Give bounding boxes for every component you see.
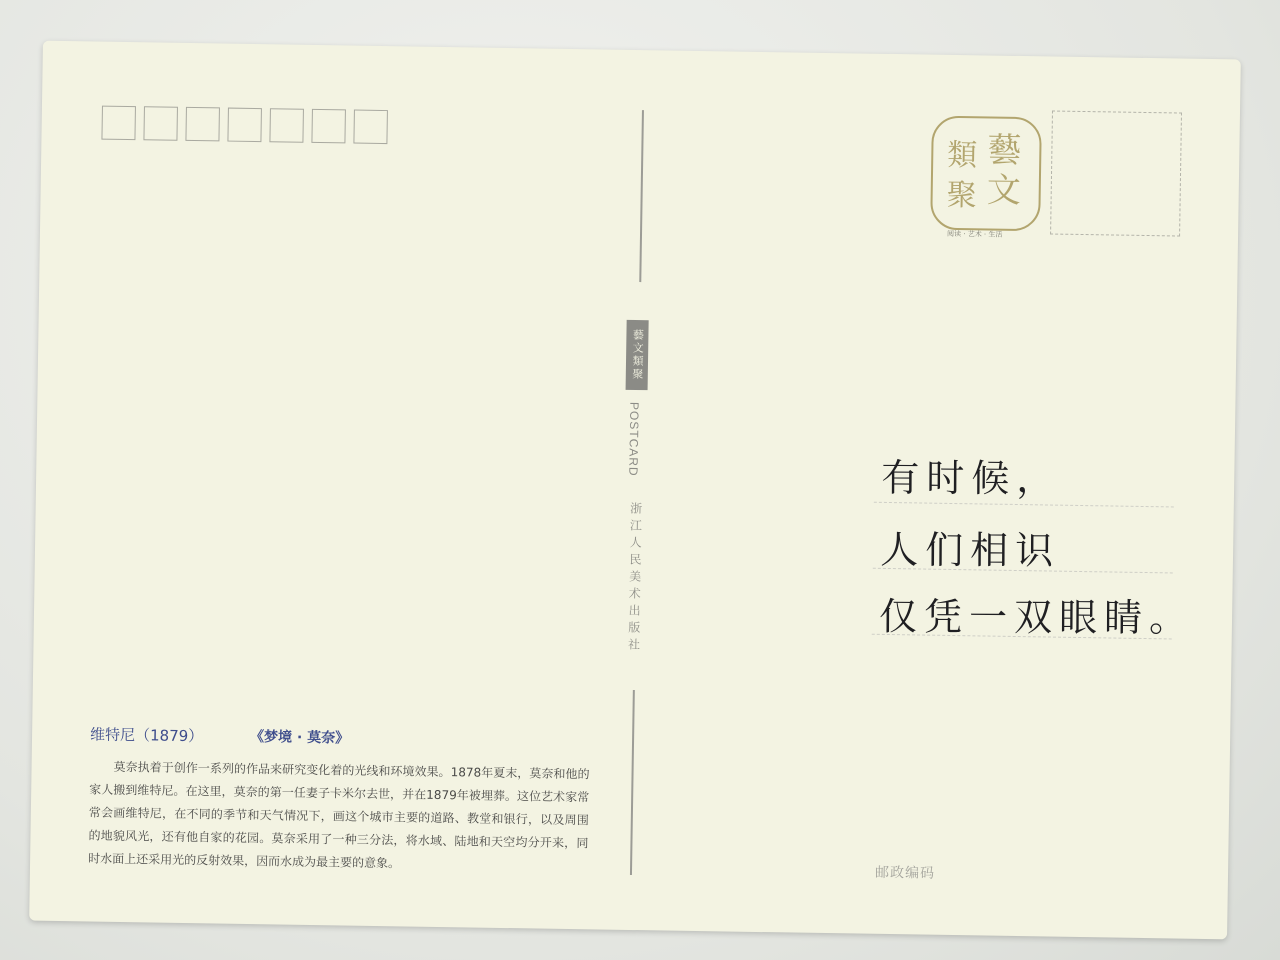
seal-logo: [925, 113, 1047, 235]
caption-body: 莫奈执着于创作一系列的作品来研究变化着的光线和环境效果。1878年夏末，莫奈和他的家人搬到维特尼。在这里，莫奈的第一任妻子卡米尔去世，并在1879年被埋葬。这位艺术家常常会画维特尼，在不同的季节和天气情况下，画这个城市主要的道路、教堂和银行，以及周围的地貌风光，还有他自家的花园。莫奈采用了一种三分法，将水域、陆地和天空均分开来，同时水面上还采用光的反射效果，因而水成为最主要的意象。: [88, 759, 590, 871]
stamp-placeholder: [1050, 111, 1182, 237]
handwritten-line-2: 人们相识: [880, 527, 1061, 573]
recipient-postal-code-boxes: [101, 106, 387, 144]
center-divider-top: [639, 110, 643, 282]
svg-text:藝: 藝: [987, 130, 1022, 172]
handwritten-line-3: 仅凭一双眼睛。: [878, 594, 1195, 641]
postal-code-box: [101, 106, 136, 141]
postal-code-box: [269, 108, 304, 143]
sender-postal-code-label: 邮政编码: [874, 864, 936, 882]
svg-text:文: 文: [986, 170, 1022, 212]
postal-code-box: [185, 107, 220, 142]
seal-motto: 阅读 · 艺术 · 生活: [946, 229, 1003, 239]
svg-text:聚: 聚: [946, 177, 977, 214]
caption-place-year: 维特尼（1879）: [89, 725, 204, 746]
handwritten-line-1: 有时候，: [881, 455, 1062, 501]
postcard-label: POSTCARD: [626, 401, 642, 477]
postal-code-box: [311, 109, 346, 144]
postal-code-box: [143, 106, 178, 141]
postcard: [29, 41, 1241, 940]
postal-code-box: [353, 110, 388, 145]
spine-brand-logo: 藝文類聚: [626, 320, 649, 390]
caption-work-title: 《梦境 · 莫奈》: [249, 728, 350, 747]
center-divider-bottom: [630, 690, 634, 875]
writing-line-1: [874, 502, 1174, 508]
publisher-name: 浙江人民美术出版社: [626, 501, 643, 656]
postal-code-box: [227, 108, 262, 143]
svg-text:類: 類: [947, 137, 978, 174]
